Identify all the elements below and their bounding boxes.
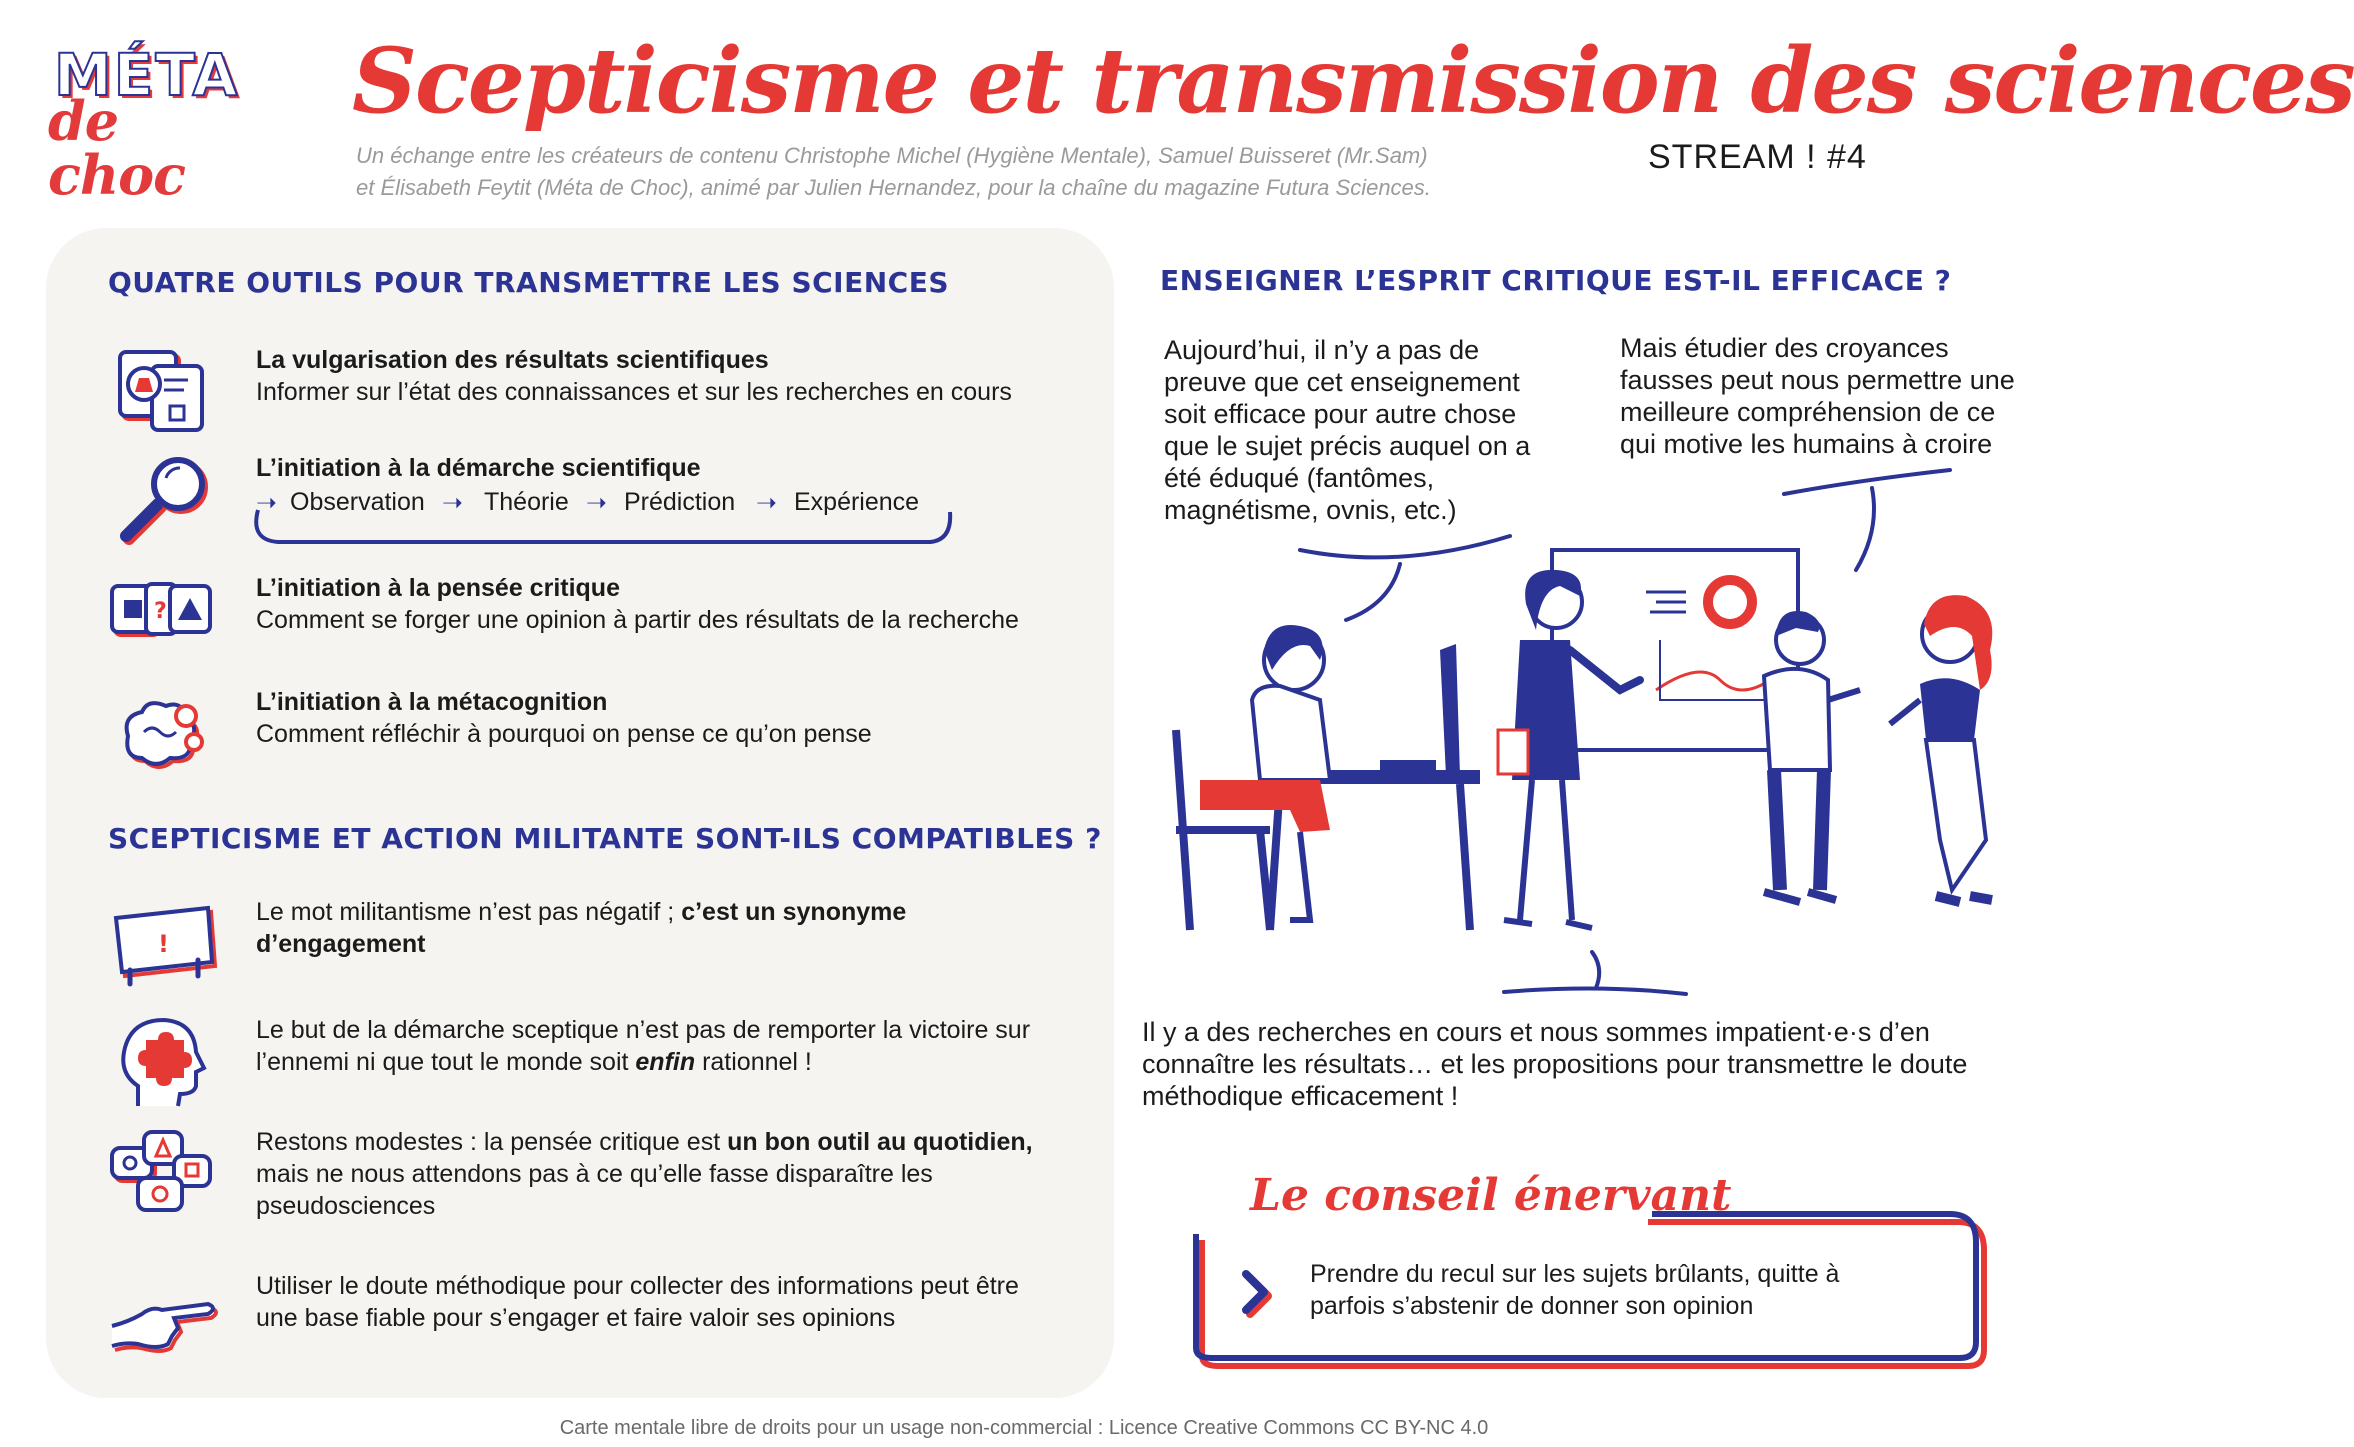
sign-icon: [108, 896, 216, 992]
tool-text: Comment se forger une opinion à partir des résultats de la recherche: [256, 606, 1019, 634]
militant-text: Le mot militantisme n’est pas négatif ;: [256, 898, 682, 926]
brain-gears-icon: [108, 686, 216, 782]
classroom-illustration: [1160, 540, 2010, 940]
tool-title: La vulgarisation des résultats scientifiques: [256, 346, 769, 374]
arrow-icon: ➝: [756, 489, 777, 517]
page-title: Scepticisme et transmission des sciences: [352, 28, 2354, 134]
tool-text: Informer sur l’état des connaissances et sur les recherches en cours: [256, 378, 1012, 406]
militant-bold: enfin: [635, 1048, 696, 1076]
militant-text-end: rationnel !: [695, 1048, 812, 1076]
arrow-icon: ➝: [586, 489, 607, 517]
flow-step: Théorie: [484, 488, 569, 516]
flow-step: Prédiction: [624, 488, 736, 516]
svg-text:!: !: [158, 930, 169, 958]
militant-heading: SCEPTICISME ET ACTION MILITANTE SONT-ILS COMPATIBLES ?: [108, 822, 1102, 855]
pointing-hand-icon: [108, 1270, 216, 1366]
flow-step: Expérience: [794, 488, 920, 516]
tool-item: [108, 572, 1068, 672]
militant-item: [108, 1270, 1068, 1370]
militant-item: [108, 1126, 1068, 1236]
head-puzzle-icon: [108, 1014, 216, 1110]
speech-bubbles-icon: [108, 1126, 216, 1222]
tool-text: Comment réfléchir à pourquoi on pense ce qu’on pense: [256, 720, 872, 748]
stream-label: STREAM ! #4: [1648, 138, 1867, 176]
militant-text: Utiliser le doute méthodique pour collecter des informations peut être une base fiable pour s’engager et faire valoir ses opinions: [256, 1272, 1019, 1332]
militant-text-end: mais ne nous attendons pas à ce qu’elle fasse disparaître les pseudosciences: [256, 1160, 933, 1220]
militant-bold: un bon outil au quotidien,: [727, 1128, 1033, 1156]
tools-heading: QUATRE OUTILS POUR TRANSMETTRE LES SCIENCES: [108, 266, 950, 299]
cycle-arrow: [250, 502, 960, 548]
tool-title: L’initiation à la métacognition: [256, 688, 608, 716]
speech-pointer-bottom: [1500, 944, 1700, 1004]
quote-left: Aujourd’hui, il n’y a pas de preuve que cet enseignement soit efficace pour autre chose que le sujet précis auquel on a été éduqué (fantômes, magnétisme, ovnis, etc.): [1164, 335, 1531, 525]
tool-title: L’initiation à la pensée critique: [256, 574, 620, 602]
logo: [48, 41, 258, 207]
arrow-icon: ➝: [442, 489, 463, 517]
method-flow: [256, 488, 956, 548]
quote-bottom: Il y a des recherches en cours et nous sommes impatient·e·s d’en connaître les résultats… et les propositions pour transmettre le doute méthodique efficacement !: [1142, 1017, 1968, 1111]
arrow-icon: ➝: [256, 489, 277, 517]
logo-line1: MÉTA: [54, 41, 240, 109]
militant-item: [108, 1014, 1068, 1114]
militant-text: Le but de la démarche sceptique n’est pas de remporter la victoire sur l’ennemi ni que tout le monde soit: [256, 1016, 1031, 1076]
tool-item: [108, 686, 1068, 786]
computer-icon: [1440, 644, 1460, 776]
logo-line2: de choc: [48, 89, 186, 207]
militant-item: [108, 896, 1068, 996]
svg-text:?: ?: [154, 599, 167, 624]
magnifier-icon: [108, 452, 216, 548]
tool-item: [108, 344, 1068, 444]
flow-step: Observation: [290, 488, 425, 516]
militant-text: Restons modestes : la pensée critique est: [256, 1128, 728, 1156]
chair: [1176, 730, 1270, 930]
whiteboard: [1552, 550, 1798, 750]
quote-right: Mais étudier des croyances fausses peut nous permettre une meilleure compréhension de ce qui motive les humains à croire: [1620, 333, 2015, 459]
shapes-icon: [108, 572, 216, 668]
tip-text: Prendre du recul sur les sujets brûlants, quitte à parfois s’abstenir de donner son opinion: [1310, 1260, 1840, 1320]
subtitle: [356, 140, 1616, 204]
license-footer: Carte mentale libre de droits pour un usage non-commercial : Licence Creative Commons CC BY-NC 4.0: [559, 1417, 1489, 1439]
subtitle-line2: et Élisabeth Feytit (Méta de Choc), animé par Julien Hernandez, pour la chaîne du magazine Futura Sciences.: [356, 175, 1431, 200]
subtitle-line1: Un échange entre les créateurs de contenu Christophe Michel (Hygiène Mentale), Samuel Buisseret (Mr.Sam): [356, 143, 1428, 168]
tip-title: Le conseil énervant: [1250, 1170, 1732, 1221]
teaching-heading: ENSEIGNER L’ESPRIT CRITIQUE EST-IL EFFICACE ?: [1160, 264, 1952, 297]
tool-title: L’initiation à la démarche scientifique: [256, 454, 701, 482]
militant-bold: c’est un synonyme d’engagement: [256, 898, 907, 958]
document-icon: [108, 344, 216, 440]
